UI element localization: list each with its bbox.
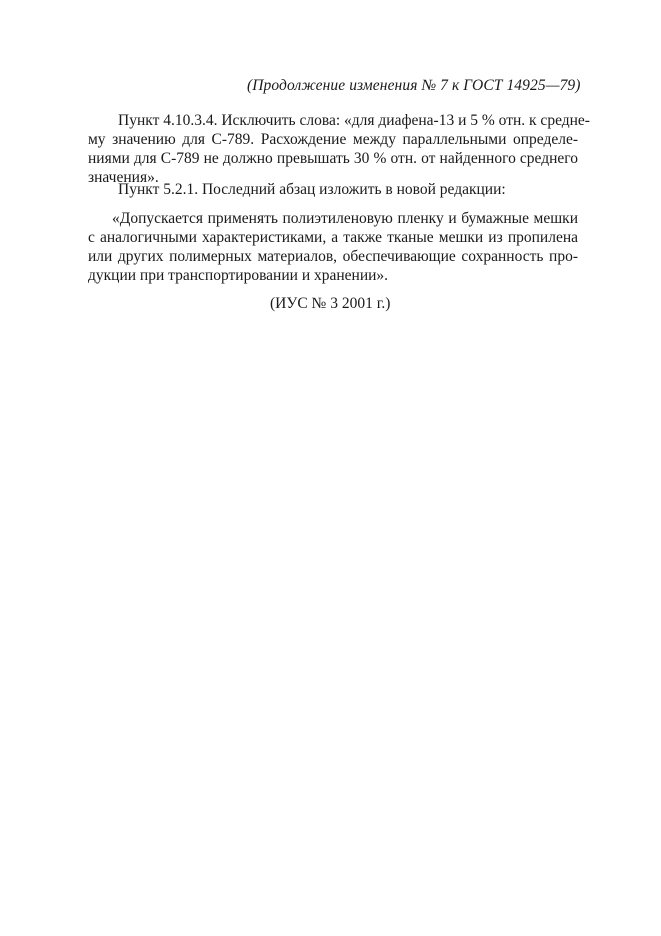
- paragraph-3-line-1: «Допускается применять полиэтиленовую пленку и бумажные мешки: [112, 210, 578, 227]
- source-reference: (ИУС № 3 2001 г.): [270, 295, 391, 312]
- paragraph-1-line-2: му значению для С-789. Расхождение между параллельными определе-: [88, 131, 578, 148]
- paragraph-3-line-4: дукции при транспортировании и хранении».: [88, 267, 389, 284]
- paragraph-3-line-3: или других полимерных материалов, обеспечивающие сохранность про-: [88, 248, 578, 265]
- paragraph-2-line-1: Пункт 5.2.1. Последний абзац изложить в новой редакции:: [118, 181, 506, 198]
- paragraph-1-line-3: ниями для С-789 не должно превышать 30 % отн. от найденного среднего: [88, 150, 578, 167]
- paragraph-1-line-4: значения».: [88, 169, 159, 186]
- paragraph-1-line-1: Пункт 4.10.3.4. Исключить слова: «для диафена-13 и 5 % отн. к средне-: [118, 112, 590, 129]
- amendment-header: (Продолжение изменения № 7 к ГОСТ 14925—79): [247, 77, 581, 94]
- paragraph-3-line-2: с аналогичными характеристиками, а также тканые мешки из пропилена: [88, 229, 578, 246]
